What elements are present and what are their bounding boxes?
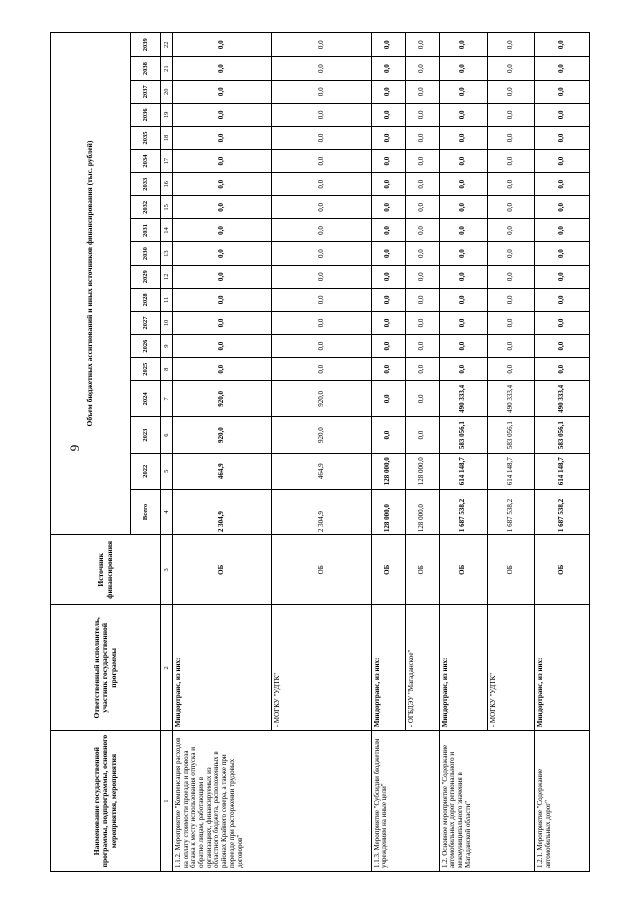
year-value-cell: 0,0 <box>371 80 405 103</box>
year-value-cell: 0,0 <box>173 288 272 311</box>
year-value-cell: 0,0 <box>173 265 272 288</box>
year-value-cell: 0,0 <box>272 358 371 381</box>
year-value-cell: 0,0 <box>439 80 487 103</box>
activity-name: 1.2.1. Мероприятие "Содержание автомобильных дорог" <box>535 731 590 872</box>
year-value-cell: 0,0 <box>173 33 272 58</box>
year-value-cell: 0,0 <box>405 417 439 453</box>
year-value-cell: 0,0 <box>535 242 590 265</box>
year-value-cell: 0,0 <box>439 242 487 265</box>
year-value-cell: 0,0 <box>487 150 535 173</box>
year-value-cell: 0,0 <box>535 80 590 103</box>
table-row <box>535 33 590 872</box>
year-value-cell: 0,0 <box>487 80 535 103</box>
year-value-cell: 0,0 <box>439 150 487 173</box>
year-value-cell: 0,0 <box>405 196 439 219</box>
year-value-cell: 920,0 <box>173 417 272 453</box>
year-value-cell: 0,0 <box>487 335 535 358</box>
total-cell: 1 687 538,2 <box>439 489 487 534</box>
year-value-cell: 0,0 <box>272 57 371 80</box>
total-cell: 128 000,0 <box>371 489 405 534</box>
year-value-cell: 0,0 <box>173 358 272 381</box>
header-year: 2029 <box>131 265 161 288</box>
executor-cell: Миндортранс, из них: <box>371 605 405 731</box>
table-row <box>439 33 487 872</box>
column-number: 13 <box>161 242 173 265</box>
column-number: 22 <box>161 33 173 58</box>
year-value-cell: 583 056,1 <box>487 417 535 453</box>
year-value-cell: 0,0 <box>405 265 439 288</box>
column-number: 12 <box>161 265 173 288</box>
year-value-cell: 0,0 <box>272 242 371 265</box>
year-value-cell: 0,0 <box>535 358 590 381</box>
year-value-cell: 0,0 <box>487 265 535 288</box>
header-year: 2027 <box>131 311 161 334</box>
year-value-cell: 0,0 <box>173 219 272 242</box>
year-value-cell: 0,0 <box>272 80 371 103</box>
budget-table <box>50 32 590 872</box>
column-number: 18 <box>161 126 173 149</box>
year-value-cell: 0,0 <box>405 311 439 334</box>
year-value-cell: 0,0 <box>272 150 371 173</box>
year-value-cell: 614 148,7 <box>439 453 487 489</box>
year-value-cell: 0,0 <box>173 311 272 334</box>
total-cell: 2 304,9 <box>173 489 272 534</box>
year-value-cell: 0,0 <box>173 242 272 265</box>
year-value-cell: 0,0 <box>535 57 590 80</box>
column-number: 7 <box>161 381 173 417</box>
header-source: Источник финансирования <box>51 535 161 605</box>
column-number: 20 <box>161 80 173 103</box>
column-number: 1 <box>161 731 173 872</box>
year-value-cell: 0,0 <box>487 33 535 58</box>
year-value-cell: 0,0 <box>487 242 535 265</box>
year-value-cell: 0,0 <box>439 265 487 288</box>
header-year: 2035 <box>131 126 161 149</box>
executor-cell: Миндортранс, из них: <box>439 605 487 731</box>
year-value-cell: 0,0 <box>371 173 405 196</box>
source-cell: ОБ <box>535 535 590 605</box>
year-value-cell: 0,0 <box>371 335 405 358</box>
column-number: 16 <box>161 173 173 196</box>
year-value-cell: 0,0 <box>371 33 405 58</box>
year-value-cell: 583 056,1 <box>535 417 590 453</box>
year-value-cell: 0,0 <box>439 173 487 196</box>
header-executor: Ответственный исполнитель, участник государственной программы <box>51 605 161 731</box>
header-year: 2023 <box>131 417 161 453</box>
year-value-cell: 0,0 <box>371 242 405 265</box>
year-value-cell: 0,0 <box>439 358 487 381</box>
header-total: Всего <box>131 489 161 534</box>
header-year: 2026 <box>131 335 161 358</box>
year-value-cell: 464,9 <box>173 453 272 489</box>
header-year: 2031 <box>131 219 161 242</box>
header-year: 2039 <box>131 33 161 58</box>
year-value-cell: 0,0 <box>173 150 272 173</box>
year-value-cell: 0,0 <box>371 150 405 173</box>
year-value-cell: 0,0 <box>535 219 590 242</box>
year-value-cell: 0,0 <box>272 335 371 358</box>
column-number: 15 <box>161 196 173 219</box>
year-value-cell: 614 148,7 <box>487 453 535 489</box>
year-value-cell: 0,0 <box>535 265 590 288</box>
year-value-cell: 0,0 <box>535 173 590 196</box>
column-number: 17 <box>161 150 173 173</box>
budget-table-rotated <box>50 32 590 872</box>
year-value-cell: 0,0 <box>272 103 371 126</box>
year-value-cell: 0,0 <box>173 196 272 219</box>
executor-cell: Миндортранс, из них: <box>535 605 590 731</box>
year-value-cell: 490 333,4 <box>487 381 535 417</box>
year-value-cell: 0,0 <box>487 196 535 219</box>
year-value-cell: 0,0 <box>173 126 272 149</box>
year-value-cell: 0,0 <box>487 288 535 311</box>
year-value-cell: 0,0 <box>272 196 371 219</box>
column-number: 21 <box>161 57 173 80</box>
header-year: 2030 <box>131 242 161 265</box>
year-value-cell: 128 000,0 <box>371 453 405 489</box>
year-value-cell: 0,0 <box>405 173 439 196</box>
header-name: Наименование государственной программы, подпрограммы, основного мероприятия, мероприятия <box>51 731 161 872</box>
total-cell: 2 304,9 <box>272 489 371 534</box>
year-value-cell: 0,0 <box>371 311 405 334</box>
source-cell: ОБ <box>173 535 272 605</box>
year-value-cell: 0,0 <box>535 33 590 58</box>
source-cell: ОБ <box>439 535 487 605</box>
total-cell: 1 687 538,2 <box>535 489 590 534</box>
column-number: 2 <box>161 605 173 731</box>
year-value-cell: 128 000,0 <box>405 453 439 489</box>
year-value-cell: 0,0 <box>535 126 590 149</box>
year-value-cell: 0,0 <box>487 173 535 196</box>
year-value-cell: 0,0 <box>487 57 535 80</box>
year-value-cell: 920,0 <box>173 381 272 417</box>
year-value-cell: 0,0 <box>173 103 272 126</box>
year-value-cell: 0,0 <box>439 335 487 358</box>
year-value-cell: 0,0 <box>439 219 487 242</box>
column-number: 10 <box>161 311 173 334</box>
year-value-cell: 0,0 <box>535 311 590 334</box>
header-year: 2033 <box>131 173 161 196</box>
year-value-cell: 0,0 <box>173 80 272 103</box>
year-value-cell: 0,0 <box>405 33 439 58</box>
total-cell: 1 687 538,2 <box>487 489 535 534</box>
year-value-cell: 0,0 <box>272 126 371 149</box>
column-number: 5 <box>161 453 173 489</box>
year-value-cell: 0,0 <box>405 80 439 103</box>
year-value-cell: 920,0 <box>272 417 371 453</box>
header-year: 2036 <box>131 103 161 126</box>
activity-name: 1.1.3. Мероприятие "Субсидии бюджетным учреждениям на иные цели" <box>371 731 439 872</box>
column-number: 9 <box>161 335 173 358</box>
header-year: 2034 <box>131 150 161 173</box>
table-body <box>173 33 590 872</box>
year-value-cell: 614 148,7 <box>535 453 590 489</box>
year-value-cell: 0,0 <box>439 57 487 80</box>
header-year: 2037 <box>131 80 161 103</box>
year-value-cell: 0,0 <box>371 288 405 311</box>
year-value-cell: 0,0 <box>371 126 405 149</box>
year-value-cell: 0,0 <box>487 311 535 334</box>
year-value-cell: 920,0 <box>272 381 371 417</box>
year-value-cell: 0,0 <box>272 173 371 196</box>
year-value-cell: 0,0 <box>173 57 272 80</box>
year-value-cell: 0,0 <box>173 335 272 358</box>
year-value-cell: 0,0 <box>439 103 487 126</box>
year-value-cell: 464,9 <box>272 453 371 489</box>
year-value-cell: 0,0 <box>487 126 535 149</box>
executor-cell: - МОГКУ "УДТК" <box>272 605 371 731</box>
year-value-cell: 0,0 <box>272 219 371 242</box>
year-value-cell: 0,0 <box>405 335 439 358</box>
page-number: 9 <box>67 444 82 452</box>
year-value-cell: 0,0 <box>371 219 405 242</box>
header-year: 2025 <box>131 358 161 381</box>
year-value-cell: 0,0 <box>371 358 405 381</box>
source-cell: ОБ <box>405 535 439 605</box>
column-number: 11 <box>161 288 173 311</box>
year-value-cell: 0,0 <box>405 219 439 242</box>
year-value-cell: 0,0 <box>371 196 405 219</box>
year-value-cell: 0,0 <box>405 358 439 381</box>
source-cell: ОБ <box>272 535 371 605</box>
header-year: 2024 <box>131 381 161 417</box>
year-value-cell: 0,0 <box>173 173 272 196</box>
year-value-cell: 0,0 <box>487 358 535 381</box>
year-value-cell: 490 333,4 <box>439 381 487 417</box>
year-value-cell: 0,0 <box>405 242 439 265</box>
column-number: 19 <box>161 103 173 126</box>
year-value-cell: 0,0 <box>535 196 590 219</box>
activity-name: 1.2. Основное мероприятие "Содержание автомобильных дорог регионального и межмуниципального значения в Магаданской области" <box>439 731 535 872</box>
executor-cell: - ОГБДЭУ "Магаданское" <box>405 605 439 731</box>
column-number: 8 <box>161 358 173 381</box>
year-value-cell: 0,0 <box>535 103 590 126</box>
year-value-cell: 0,0 <box>439 33 487 58</box>
source-cell: ОБ <box>487 535 535 605</box>
year-value-cell: 0,0 <box>439 126 487 149</box>
header-volume: Объем бюджетных ассигнований и иных источников финансирования (тыс. рублей) <box>51 33 131 535</box>
year-value-cell: 0,0 <box>272 33 371 58</box>
header-year: 2032 <box>131 196 161 219</box>
year-value-cell: 0,0 <box>371 57 405 80</box>
year-value-cell: 0,0 <box>439 288 487 311</box>
executor-cell: Миндортранс, из них: <box>173 605 272 731</box>
year-value-cell: 0,0 <box>272 288 371 311</box>
year-value-cell: 0,0 <box>371 103 405 126</box>
column-number: 14 <box>161 219 173 242</box>
column-number: 4 <box>161 489 173 534</box>
header-year: 2038 <box>131 57 161 80</box>
year-value-cell: 0,0 <box>371 417 405 453</box>
year-value-cell: 0,0 <box>535 150 590 173</box>
year-value-cell: 0,0 <box>487 103 535 126</box>
year-value-cell: 0,0 <box>272 311 371 334</box>
activity-name: 1.1.2. Мероприятие "Компенсация расходов на оплату стоимости проезда и провоза багажа к месту использования отпуска и обратно лицам, работающим в организациях, финансируемых из областного бюджета, расположенных в районах Крайнего севера, а также при переезде при расторжении трудовых договоров" <box>173 731 372 872</box>
year-value-cell: 0,0 <box>405 103 439 126</box>
year-value-cell: 0,0 <box>371 381 405 417</box>
year-value-cell: 0,0 <box>371 265 405 288</box>
year-value-cell: 583 056,1 <box>439 417 487 453</box>
year-value-cell: 0,0 <box>487 219 535 242</box>
year-value-cell: 0,0 <box>439 311 487 334</box>
year-value-cell: 0,0 <box>535 288 590 311</box>
year-value-cell: 0,0 <box>405 150 439 173</box>
year-value-cell: 490 333,4 <box>535 381 590 417</box>
column-number: 6 <box>161 417 173 453</box>
header-year: 2028 <box>131 288 161 311</box>
year-value-cell: 0,0 <box>405 288 439 311</box>
year-value-cell: 0,0 <box>535 335 590 358</box>
table-row <box>173 33 272 872</box>
year-value-cell: 0,0 <box>439 196 487 219</box>
year-value-cell: 0,0 <box>405 126 439 149</box>
year-value-cell: 0,0 <box>405 381 439 417</box>
header-year: 2022 <box>131 453 161 489</box>
column-number: 3 <box>161 535 173 605</box>
year-value-cell: 0,0 <box>272 265 371 288</box>
total-cell: 128 000,0 <box>405 489 439 534</box>
executor-cell: - МОГКУ "УДТК" <box>487 605 535 731</box>
source-cell: ОБ <box>371 535 405 605</box>
year-value-cell: 0,0 <box>405 57 439 80</box>
table-row <box>371 33 405 872</box>
